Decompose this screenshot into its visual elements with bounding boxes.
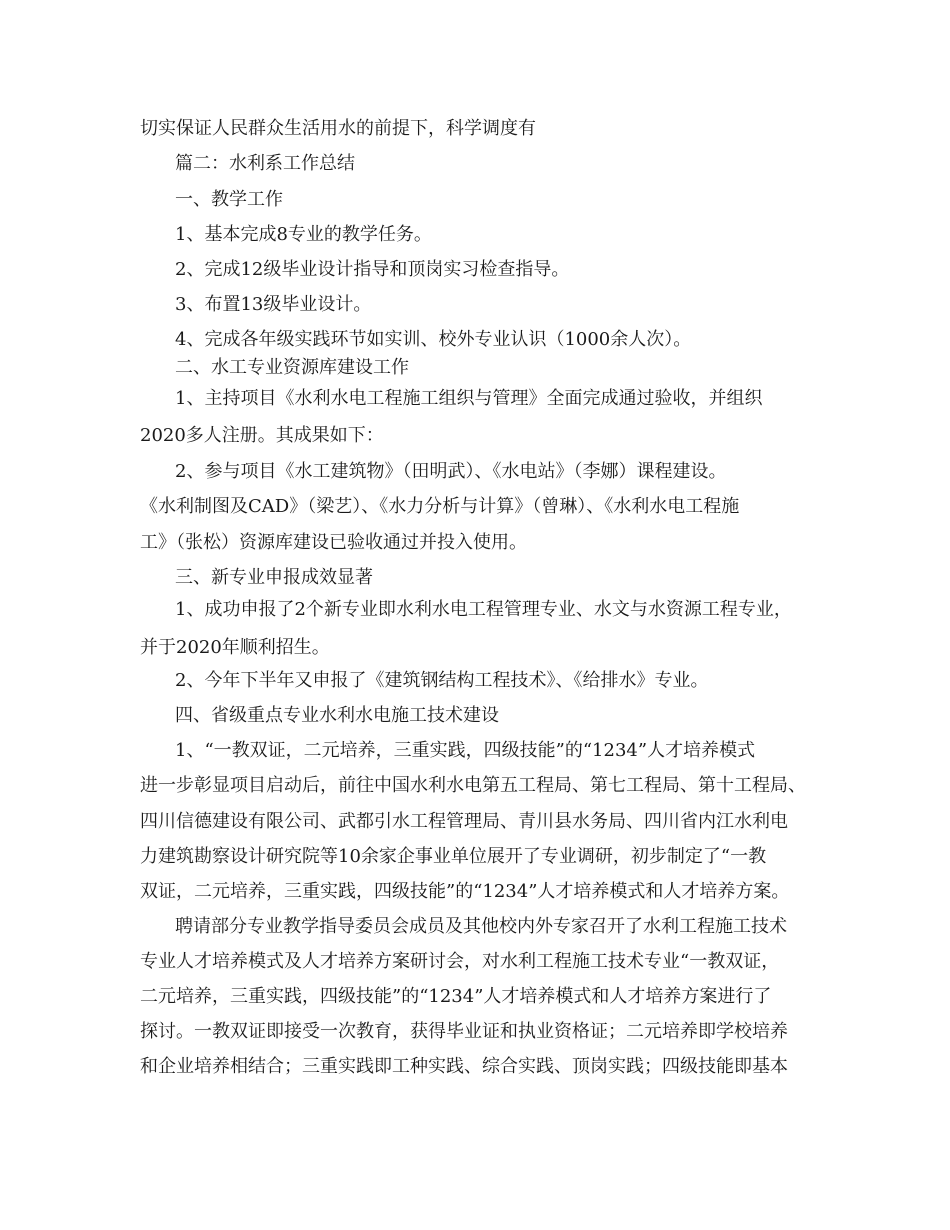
text-line-12: 《水利制图及CAD》（梁艺）、《水力分析与计算》（曾琳）、《水利水电工程施 [140, 496, 740, 517]
text-line-9: 1、主持项目《水利水电工程施工组织与管理》全面完成通过验收，并组织 [175, 388, 763, 409]
text-line-15: 1、成功申报了2个新专业即水利水电工程管理专业、水文与水资源工程专业， [175, 599, 792, 620]
text-line-22: 力建筑勘察设计研究院等10余家企事业单位展开了专业调研，初步制定了“一教 [140, 846, 767, 867]
text-line-17: 2、今年下半年又申报了《建筑钢结构工程技术》、《给排水》专业。 [175, 670, 709, 691]
text-line-11: 2、参与项目《水工建筑物》（田明武）、《水电站》（李娜）课程建设。 [175, 461, 727, 482]
text-line-21: 四川信德建设有限公司、武都引水工程管理局、青川县水务局、四川省内江水利电 [140, 811, 788, 832]
heading-teaching-work: 一、教学工作 [175, 189, 283, 210]
text-line-28: 和企业培养相结合；三重实践即工种实践、综合实践、顶岗实践；四级技能即基本 [140, 1056, 788, 1077]
heading-provincial-key-major: 四、省级重点专业水利水电施工技术建设 [175, 705, 499, 726]
text-line-7: 4、完成各年级实践环节如实训、校外专业认识（1000余人次）。 [175, 329, 692, 350]
text-line-23: 双证，二元培养，三重实践，四级技能”的“1234”人才培养模式和人才培养方案。 [140, 881, 790, 902]
heading-resource-library: 二、水工专业资源库建设工作 [175, 357, 409, 378]
heading-new-majors: 三、新专业申报成效显著 [175, 567, 373, 588]
section-title-part-two: 篇二：水利系工作总结 [175, 153, 355, 174]
text-line-16: 并于2020年顺利招生。 [140, 637, 330, 658]
text-line-1: 切实保证人民群众生活用水的前提下，科学调度有 [140, 118, 536, 139]
text-line-5: 2、完成12级毕业设计指导和顶岗实习检查指导。 [175, 259, 570, 280]
text-line-24: 聘请部分专业教学指导委员会成员及其他校内外专家召开了水利工程施工技术 [175, 916, 787, 937]
text-line-4: 1、基本完成8专业的教学任务。 [175, 224, 432, 245]
text-line-26: 二元培养，三重实践，四级技能”的“1234”人才培养模式和人才培养方案进行了 [140, 986, 772, 1007]
text-line-10: 2020多人注册。其成果如下： [140, 425, 384, 446]
text-line-13: 工》（张松）资源库建设已验收通过并投入使用。 [140, 532, 527, 553]
text-line-20: 进一步彰显项目启动后，前往中国水利水电第五工程局、第七工程局、第十工程局、 [140, 775, 806, 796]
text-line-27: 探讨。一教双证即接受一次教育，获得毕业证和执业资格证；二元培养即学校培养 [140, 1021, 788, 1042]
text-line-19: 1、“一教双证，二元培养，三重实践，四级技能”的“1234”人才培养模式 [175, 740, 756, 761]
text-line-25: 专业人才培养模式及人才培养方案研讨会，对水利工程施工技术专业“一教双证， [140, 951, 780, 972]
text-line-6: 3、布置13级毕业设计。 [175, 294, 372, 315]
